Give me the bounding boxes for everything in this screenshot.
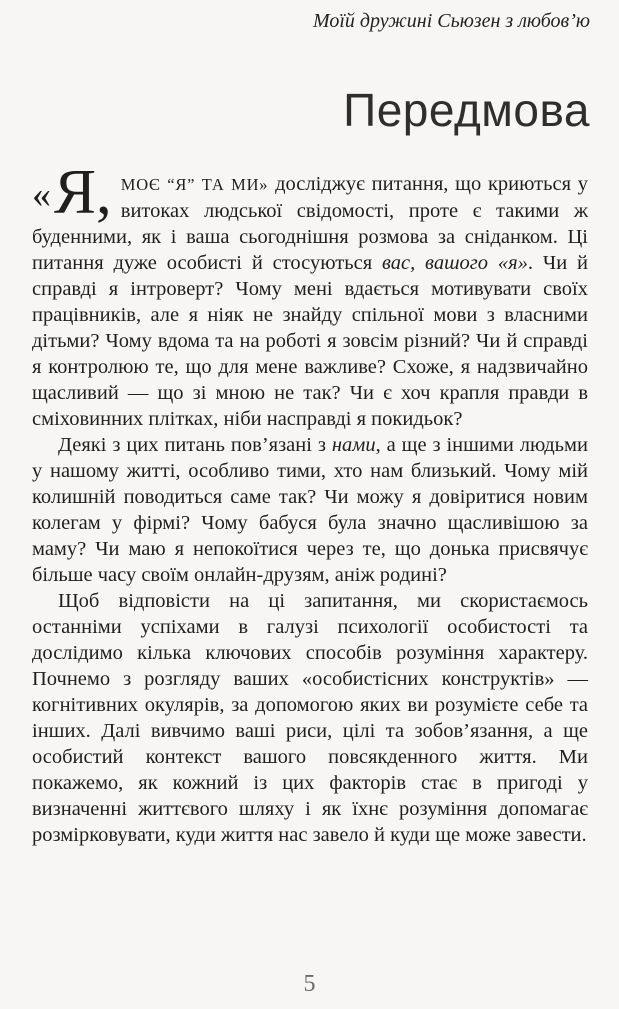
text-run: Щоб відповісти на ці запитання, ми скористаємось останніми успіхами в галузі психології особистості та дослідимо кілька ключових способів розуміння характеру. Почнемо з розгляду ваших «особистісних конструктів» — когнітивних окулярів, за допомогою яких ви розумієте себе та інших. Далі вивчимо ваші риси, цілі та зобов’язання, а ще особистий контекст вашого повсякденного життя. Ми покажемо, як кожний із цих факторів стає в пригоді у визначенні життєвого шляху і як їхнє розуміння допомагає розмірковувати, куди життя нас завело й куди ще може завести. <box>32 590 588 846</box>
paragraph-2 <box>32 432 588 588</box>
paragraph-1 <box>32 157 588 432</box>
text-run: , а ще з іншими людьми у нашому житті, особливо тими, хто нам близький. Чому мій колишній поводиться саме так? Чи можу я довіритися новим колегам у фірмі? Чому бабуся була значно щасливішою за маму? Чи маю я непокоїтися через те, що донька присвячує більше часу своїм онлайн-друзям, аніж родині? <box>32 434 588 586</box>
drop-cap <box>32 157 112 227</box>
opening-quote-mark: « <box>32 173 51 216</box>
small-caps-lead: МОЄ “Я” ТА МИ» <box>120 175 269 194</box>
dedication-line: Моїй дружині Сьюзен з любов’ю <box>313 10 590 32</box>
paragraph-3 <box>32 588 588 848</box>
page-number: 5 <box>303 971 316 997</box>
text-run: . Чи й справді я інтроверт? Чому мені вдається мотивувати своїх працівників, але я ніяк не знайду спільної мови з власними дітьми? Чому вдома та на роботі я зовсім різний? Чи й справді я контролюю те, що для мене важливе? Схоже, я надзвичайно щасливий — що зі мною не так? Чи є хоч крапля правди в сміховинних плітках, ніби насправді я покидьок? <box>32 252 588 430</box>
page-title: Передмова <box>343 84 590 136</box>
drop-cap-letter: Я, <box>54 157 112 227</box>
book-page <box>0 9 619 1009</box>
text-run: Деякі з цих питань пов’язані з <box>58 434 332 456</box>
body-text <box>32 157 588 848</box>
text-run: досліджує питання, що криються у витоках людської свідомості, проте є такими ж буденними, як і ваша сьогоднішня розмова за сніданком. Ці питання дуже особисті й стосуються <box>32 173 588 274</box>
text-run-italic: нами <box>331 434 376 456</box>
text-run-italic: вас, вашого «я» <box>381 252 528 274</box>
